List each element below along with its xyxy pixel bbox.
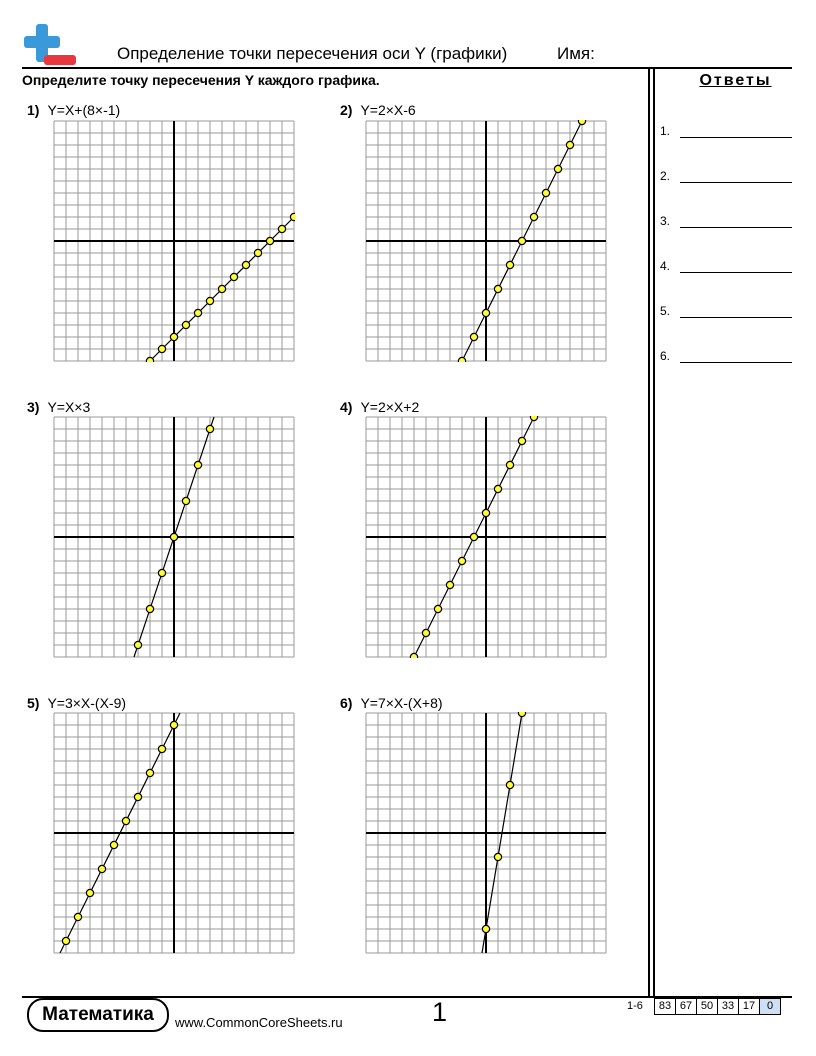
graph-6 [365,712,607,954]
answer-line-2: 2. [660,169,670,183]
data-point [518,237,525,244]
data-point [458,357,465,362]
score-cell: 0 [759,998,781,1015]
header-divider [22,67,792,69]
brand-badge: Математика [27,998,169,1032]
data-point [194,461,201,468]
score-range: 1-6 [627,1000,643,1012]
graph-3 [53,416,295,658]
data-point [122,817,129,824]
data-point [278,225,285,232]
answer-divider [648,67,650,997]
data-point [494,853,501,860]
data-point [158,569,165,576]
answer-divider-inner [653,67,655,997]
score-cell: 33 [717,998,739,1015]
data-point [182,321,189,328]
data-point [578,120,585,125]
site-url: www.CommonCoreSheets.ru [175,1015,343,1030]
data-point [506,461,513,468]
data-point [74,913,81,920]
data-point [218,285,225,292]
data-point [482,309,489,316]
score-cell: 50 [696,998,718,1015]
data-point [254,249,261,256]
data-point [170,721,177,728]
data-point [566,141,573,148]
logo-icon [22,22,78,68]
graph-1 [53,120,295,362]
data-point [506,781,513,788]
problem-label-1: 1) Y=X+(8×-1) [27,102,121,118]
data-point [242,261,249,268]
graph-2 [365,120,607,362]
problem-label-4: 4) Y=2×X+2 [340,399,420,415]
data-point [146,769,153,776]
data-point [110,841,117,848]
score-cell: 83 [654,998,676,1015]
data-point [494,285,501,292]
data-point [206,425,213,432]
data-point [494,485,501,492]
answers-title: Ответы [699,72,772,89]
data-point [194,309,201,316]
data-point [482,509,489,516]
data-point [158,345,165,352]
data-point [134,793,141,800]
page-title: Определение точки пересечения оси Y (графики) [117,44,508,63]
data-point [518,437,525,444]
data-point [458,557,465,564]
data-point [518,712,525,717]
problem-label-3: 3) Y=X×3 [27,399,91,415]
instructions: Определите точку пересечения Y каждого графика. [22,72,380,88]
problem-label-6: 6) Y=7×X-(X+8) [340,695,443,711]
data-point [158,745,165,752]
data-point [446,581,453,588]
data-point [290,213,295,220]
name-label: Имя: [557,44,595,63]
data-point [530,416,537,421]
data-point [62,937,69,944]
data-point [530,213,537,220]
page-number: 1 [432,997,448,1027]
data-point [542,189,549,196]
data-point [410,653,417,658]
problem-label-2: 2) Y=2×X-6 [340,102,416,118]
problem-label-5: 5) Y=3×X-(X-9) [27,695,127,711]
data-point [482,925,489,932]
answer-line-3: 3. [660,214,670,228]
answer-line-5: 5. [660,304,670,318]
data-point [182,497,189,504]
data-point [434,605,441,612]
data-point [554,165,561,172]
score-table [655,998,781,1015]
data-point [170,533,177,540]
data-point [206,297,213,304]
data-point [422,629,429,636]
data-point [470,333,477,340]
answer-line-6: 6. [660,349,670,363]
data-point [146,605,153,612]
graph-4 [365,416,607,658]
data-point [470,533,477,540]
answer-line-1: 1. [660,124,670,138]
data-point [146,357,153,362]
data-point [230,273,237,280]
graph-5 [53,712,295,954]
data-point [170,333,177,340]
data-point [266,237,273,244]
data-point [86,889,93,896]
score-cell: 17 [738,998,760,1015]
score-cell: 67 [675,998,697,1015]
data-point [98,865,105,872]
answer-line-4: 4. [660,259,670,273]
data-point [134,641,141,648]
data-point [506,261,513,268]
